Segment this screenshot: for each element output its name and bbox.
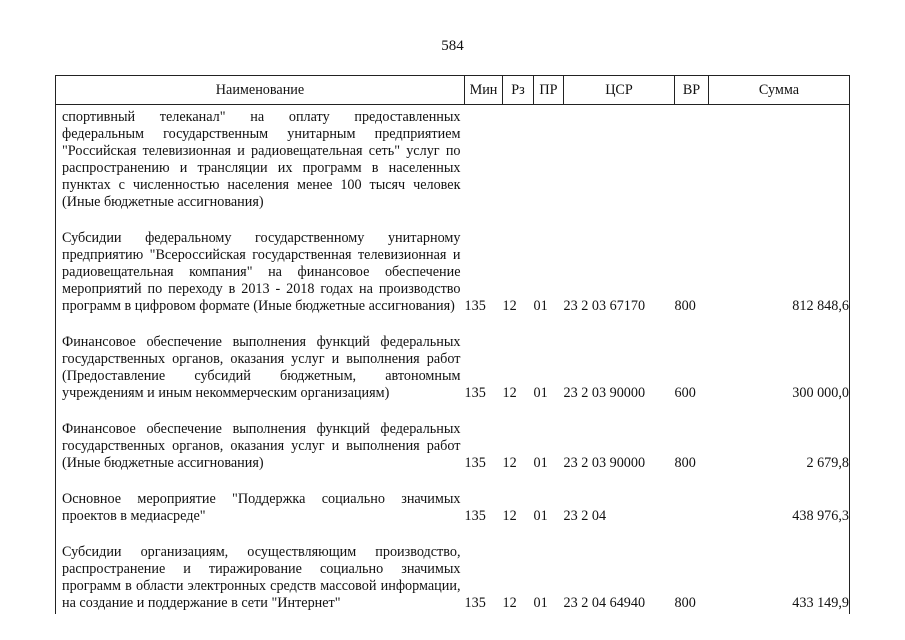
row-csr: 23 2 03 67170 [563, 298, 646, 314]
row-spacer [56, 404, 850, 421]
row-sum: 2 679,8 [709, 421, 850, 474]
row-csr: 23 2 03 90000 [563, 455, 646, 471]
table-header-row [56, 76, 850, 105]
row-rz: 12 [502, 508, 517, 524]
row-min: 135 [464, 298, 486, 314]
row-pr: 01 [533, 455, 548, 471]
row-spacer [56, 474, 850, 491]
row-csr: 23 2 03 90000 [563, 385, 646, 401]
row-vr [675, 105, 709, 214]
row-spacer [56, 527, 850, 544]
table-row [56, 230, 850, 317]
row-spacer [56, 317, 850, 334]
row-rz: 12 [502, 455, 517, 471]
row-name: Финансовое обеспечение выполнения функций федеральных государственных органов, оказания услуг и выполнения работ (Предоставление субсидий бюджетным, автономным учреждениям и иным некоммерческим организациям) [62, 334, 461, 401]
row-name: Финансовое обеспечение выполнения функций федеральных государственных органов, оказания услуг и выполнения работ (Иные бюджетные ассигнования) [62, 421, 461, 471]
row-sum: 438 976,3 [709, 491, 850, 527]
row-name: спортивный телеканал" на оплату предоставленных федеральным государственным унитарным предприятием "Российская телевизионная и радиовещательная сеть" услуг по распространению и трансляции их программ в населенных пунктах с численностью населения менее 100 тысяч человек (Иные бюджетные ассигнования) [62, 109, 461, 210]
row-min: 135 [464, 595, 486, 611]
table-row [56, 334, 850, 404]
row-name: Субсидии организациям, осуществляющим производство, распространение и тиражирование социально значимых программ в области электронных средств массовой информации, на создание и поддержание в сети "Интернет" [62, 544, 461, 611]
row-rz [503, 105, 534, 214]
table-row [56, 544, 850, 614]
row-csr [564, 105, 675, 214]
header-csr: ЦСР [564, 76, 675, 105]
row-rz: 12 [502, 298, 517, 314]
page-number: 584 [441, 38, 464, 54]
row-rz: 12 [502, 595, 517, 611]
table-row [56, 421, 850, 474]
row-sum [709, 105, 850, 214]
row-min: 135 [464, 455, 486, 471]
header-pr: ПР [534, 76, 564, 105]
row-min: 135 [464, 385, 486, 401]
row-vr: 800 [674, 455, 696, 471]
row-sum: 433 149,9 [709, 544, 850, 614]
row-min [465, 105, 503, 214]
row-pr: 01 [533, 298, 548, 314]
row-sum: 812 848,6 [709, 230, 850, 317]
row-name: Основное мероприятие "Поддержка социально значимых проектов в медиасреде" [62, 491, 461, 524]
row-sum: 300 000,0 [709, 334, 850, 404]
row-vr: 800 [674, 298, 696, 314]
row-csr: 23 2 04 [563, 508, 607, 524]
header-name: Наименование [56, 76, 465, 105]
row-spacer [56, 213, 850, 230]
row-vr: 600 [674, 385, 696, 401]
table-row [56, 491, 850, 527]
header-sum: Сумма [709, 76, 850, 105]
row-name: Субсидии федеральному государственному унитарному предприятию "Всероссийская государственная телевизионная и радиовещательная компания" на финансовое обеспечение мероприятий по переходу в 2013 - 2018 годах на производство программ в цифровом формате (Иные бюджетные ассигнования) [62, 230, 461, 314]
budget-table [55, 75, 850, 614]
row-vr: 800 [674, 595, 696, 611]
row-csr: 23 2 04 64940 [563, 595, 646, 611]
row-pr: 01 [533, 595, 548, 611]
header-min: Мин [465, 76, 503, 105]
table-row [56, 105, 850, 214]
header-vr: ВР [675, 76, 709, 105]
row-min: 135 [464, 508, 486, 524]
row-pr [534, 105, 564, 214]
row-rz: 12 [502, 385, 517, 401]
row-vr [675, 491, 709, 527]
header-rz: Рз [503, 76, 534, 105]
row-pr: 01 [533, 508, 548, 524]
row-pr: 01 [533, 385, 548, 401]
